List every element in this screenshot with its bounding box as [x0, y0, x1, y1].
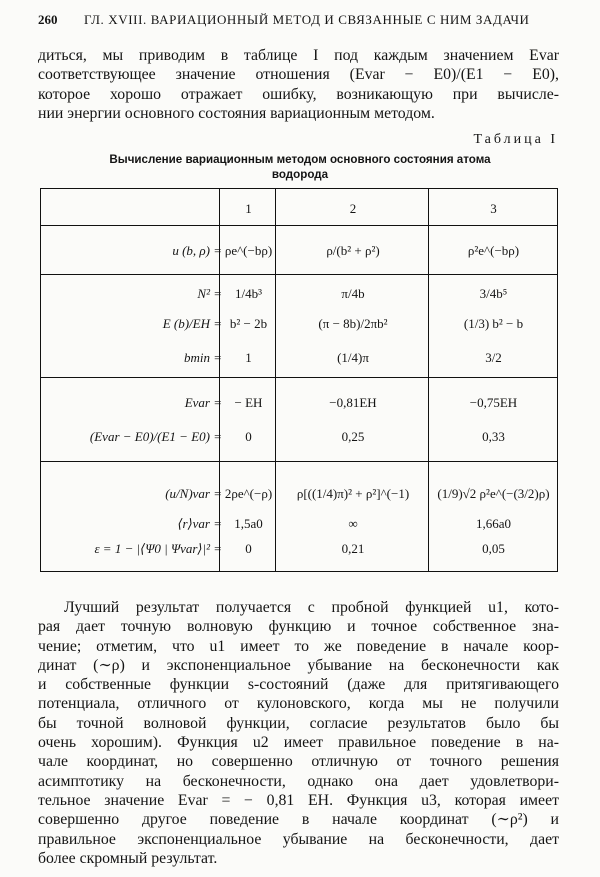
row-divider [41, 461, 557, 462]
cell-bmin-3: 3/2 [485, 350, 502, 365]
row-label-un: (u/N)var = [165, 486, 222, 501]
row-label-evar: Evar = [184, 395, 222, 410]
running-header [38, 12, 564, 32]
column-header: 1 [245, 201, 252, 216]
cell-eb-2: (π − 8b)/2πb² [318, 316, 388, 331]
text-line: чение; отметим, что u1 имеет то же поведение в начале коор- [38, 637, 559, 655]
table-number: Таблица I [473, 132, 558, 147]
closing-paragraph [38, 598, 559, 868]
text-line: динат (∼ρ) и экспоненциальное убывание на бесконечности как [38, 656, 559, 674]
cell-n2-1: 1/4b³ [234, 286, 262, 301]
text-line: диться, мы приводим в таблице I под каждым значением Evar [38, 47, 559, 64]
cell-u3: ρ²e^(−bρ) [467, 243, 520, 258]
row-label-eb: E (b)/EH = [162, 316, 222, 331]
cell-u2: ρ/(b² + ρ²) [326, 243, 380, 258]
cell-eps-2: 0,21 [341, 541, 365, 556]
row-label-bmin: bmin = [183, 350, 222, 365]
cell-eps-1: 0 [245, 541, 252, 556]
column-header: 2 [349, 201, 357, 216]
text-line: соответствующее значение отношения (Evar − E0)/(E1 − E0), [38, 66, 559, 84]
cell-n2-2: π/4b [341, 286, 365, 301]
cell-ratio-3: 0,33 [482, 429, 505, 444]
intro-paragraph [38, 46, 559, 123]
row-label-u: u (b, ρ) = [172, 243, 222, 258]
text-line: более скромный результат. [38, 849, 218, 867]
cell-eb-1: b² − 2b [229, 316, 268, 331]
results-table [40, 188, 558, 572]
row-divider [41, 225, 557, 226]
cell-evar-1: − EH [234, 395, 263, 410]
text-line: рая дает точную волновую функцию и точное собственное зна- [38, 618, 559, 636]
text-line: тельное значение Evar = − 0,81 EH. Функция u3, которая имеет [38, 791, 559, 809]
text-line: совершенно другое поведение в начале координат (∼ρ²) и [38, 811, 559, 829]
row-label-eps: ε = 1 − |⟨Ψ0 | Ψvar⟩|² = [94, 541, 222, 556]
cell-ratio-1: 0 [245, 429, 252, 444]
row-divider [41, 274, 557, 275]
text-line: асимптотику на бесконечности, однако она дает удовлетвори- [38, 772, 559, 790]
text-line: нии энергии основного состояния вариационным методом. [38, 104, 435, 122]
cell-u1: ρe^(−bρ) [224, 243, 273, 258]
cell-un-3: (1/9)√2 ρ²e^(−(3/2)ρ) [437, 486, 550, 501]
cell-r-1: 1,5a0 [234, 516, 263, 531]
cell-un-1: 2ρe^(−ρ) [224, 486, 273, 501]
row-label-r: ⟨r⟩var = [177, 516, 222, 531]
running-title: ГЛ. XVIII. ВАРИАЦИОННЫЙ МЕТОД И СВЯЗАННЫЕ С НИМ ЗАДАЧИ [84, 12, 530, 27]
cell-eps-3: 0,05 [482, 541, 505, 556]
page-number: 260 [38, 12, 58, 27]
cell-evar-2: −0,81EH [329, 395, 377, 410]
row-label-ratio: (Evar − E0)/(E1 − E0) = [89, 429, 222, 444]
cell-r-2: ∞ [348, 516, 358, 531]
text-line: чале координат, но совершенно отличную от точного решения [38, 753, 559, 771]
text-line: и собственные функции s-состояний (даже для притягивающего [38, 676, 559, 694]
table-caption [40, 152, 560, 182]
cell-ratio-2: 0,25 [341, 429, 365, 444]
cell-evar-3: −0,75EH [469, 395, 518, 410]
cell-bmin-1: 1 [245, 350, 252, 365]
row-divider [41, 377, 557, 378]
cell-r-3: 1,66a0 [475, 516, 512, 531]
text-line: потенциала, отличного от кулоновского, когда мы не получили [38, 695, 559, 713]
table-caption-line: водорода [271, 168, 329, 181]
text-line: очень хорошим). Функция u2 имеет правильное поведение в на- [38, 734, 559, 752]
cell-bmin-2: (1/4)π [337, 350, 369, 365]
table-caption-line: Вычисление вариационным методом основного состояния атома [109, 153, 491, 166]
text-line: правильное экспоненциальное убывание на бесконечности, дает [38, 830, 559, 848]
text-line: бы точной волновой функции, согласие результатов было бы [38, 714, 559, 732]
cell-un-2: ρ[((1/4)π)² + ρ²]^(−1) [296, 486, 410, 501]
text-line: Лучший результат получается с пробной функцией u1, кото- [64, 599, 559, 616]
row-label-n2: N² = [197, 286, 222, 301]
column-header: 3 [490, 201, 497, 216]
cell-eb-3: (1/3) b² − b [463, 316, 524, 331]
text-line: которое хорошо отражает ошибку, возникающую при вычисле- [38, 85, 559, 103]
cell-n2-3: 3/4b⁵ [479, 286, 508, 301]
